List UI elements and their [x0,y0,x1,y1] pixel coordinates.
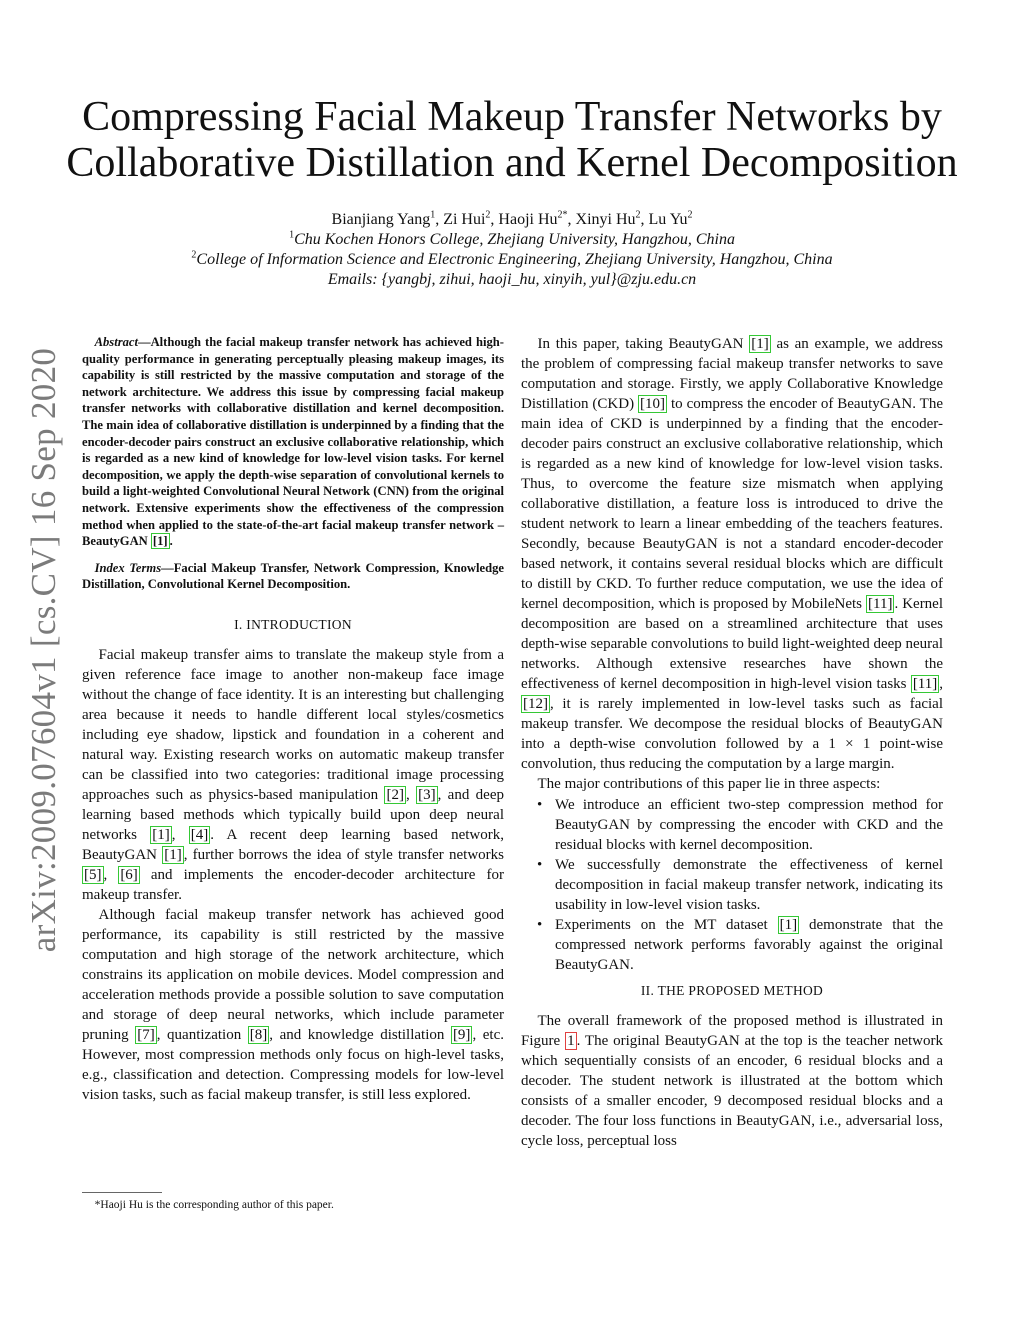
arxiv-identifier-text: arXiv:2009.07604v1 [cs.CV] 16 Sep 2020 [24,347,63,953]
section-heading-method: II. THE PROPOSED METHOD [640,983,824,998]
author-sup: 2 [485,209,491,221]
paper-title: Compressing Facial Makeup Transfer Networks by Collaborative Distillation and Kernel Decomposition [66,94,958,186]
author-sup: 2 [635,209,641,221]
bullet-icon: • [537,857,543,873]
list-item: • We successfully demonstrate the effectiveness of kernel decomposition in facial makeup transfer network, indicating its usability in low-level vision tasks. [537,857,943,913]
intro-paragraph-3: In this paper, taking BeautyGAN [1] as an example, we address the problem of compressing facial makeup transfer networks to save computation and storage. Firstly, we apply Collaborative Knowledge Distillation (CKD) [10] to compress the encoder of BeautyGAN. The main idea of CKD is underpinned by a finding that the encoder-decoder pairs construct an exclusive collaborative relationship, which is regarded as a new kind of knowledge for low-level vision tasks. Thus, to overcome the feature size mismatch when applying collaborative distillation, a feature loss is introduced to drive the student network to learn a linear embedding of the teachers features. Secondly, because BeautyGAN is not a standard encoder-decoder based network, it contains several residual blocks which are difficult to distill by CKD. To further reduce computation, we use the idea of kernel decomposition, which is proposed by MobileNets [11] . Kernel decomposition are based on a streamlined architecture that uses depth-wise separable convolutions to build light-weighted deep neural networks. Although extensive researches have shown the effectiveness of kernel decomposition in high-level vision tasks [11] , [12] , it is rarely implemented in low-level tasks such as facial makeup transfer. We decompose the residual blocks of BeautyGAN into a depth-wise convolution followed by a 1 × 1 point-wise convolution, thus reducing the computation by a large margin. [521,336,944,772]
author-sup: 2* [557,209,568,221]
author-emails: Emails: {yangbj, zihui, haoji_hu, xinyih, yul}@zju.edu.cn [327,271,697,288]
author-name: Haoji Hu [498,211,558,228]
list-item: • We introduce an efficient two-step compression method for BeautyGAN by compressing the encoder with CKD and the residual blocks with kernel decomposition. [537,797,943,853]
citation-link[interactable]: [5] [84,866,102,883]
bullet-icon: • [537,917,543,933]
contributions-intro: The major contributions of this paper lie in three aspects: [537,776,881,792]
citation-link[interactable]: [6] [120,866,138,883]
right-column [521,334,943,1151]
author-name: Xinyi Hu [575,211,636,228]
citation-link[interactable]: [1] [164,846,182,863]
intro-paragraph-1: Facial makeup transfer aims to translate the makeup style from a given reference face image to another non-makeup face image without the change of face identity. It is an interesting but challenging area because it needs to handle different local styles/cosmetics including eye shadow, lipstick and foundation in a coherent and natural way. Existing research works on automatic makeup transfer can be classified into two categories: traditional image processing approaches such as physics-based manipulation [2] , [3] , and deep learning based methods which typically build upon deep neural networks [1] , [4] . A recent deep learning based network, BeautyGAN [1] , further borrows the idea of style transfer networks [5] , [6] and implements the encoder-decoder architecture for makeup transfer. [82,646,504,903]
citation-link[interactable]: [11] [868,596,893,612]
abstract: Abstract—Although the facial makeup transfer network has achieved high-quality performance in generating perceptually pleasing makeup images, its capability is still restricted by the massive computation and storage of the network architecture. We address this issue by compressing facial makeup transfer networks with collaborative distillation and kernel decomposition. The main idea of collaborative distillation is underpinned by a finding that the encoder-decoder pairs construct an exclusive collaborative relationship, which is regarded as a new kind of knowledge for low-level vision tasks. For kernel decomposition, we apply the depth-wise separation of convolutional kernels to build a light-weighted Convolutional Neural Network (CNN) from the original network. Extensive experiments show the effectiveness of the compression method when applied to the state-of-the-art facial makeup transfer network – BeautyGAN [1] . [82,335,504,549]
contributions-list [521,795,943,975]
citation-link[interactable]: [2] [386,786,404,803]
citation-link[interactable]: [9] [452,1026,471,1043]
citation-link[interactable]: [8] [249,1026,268,1043]
footnote-divider [82,1192,162,1193]
method-paragraph-1: The overall framework of the proposed method is illustrated in Figure 1 . The original BeautyGAN at the top is the teacher network which sequentially consists of an encoder, 6 residual blocks and a decoder. The student network is illustrated at the bottom which consists of a smaller encoder, 9 decomposed residual blocks and a decoder. The four loss functions in BeautyGAN, i.e., adversarial loss, cycle loss, perceptual loss [521,1013,943,1149]
citation-link[interactable]: [3] [418,786,436,803]
citation-link[interactable]: [4] [190,826,209,843]
author-name: Bianjiang Yang [331,211,431,228]
list-item: • Experiments on the MT dataset [1] demonstrate that the compressed network performs favorably against the original BeautyGAN. [537,917,943,973]
citation-link[interactable]: [10] [640,396,666,412]
author-sup: 1 [430,209,436,221]
footnote: *Haoji Hu is the corresponding author of this paper. [94,1199,334,1211]
arxiv-identifier [22,347,66,953]
affiliation-1: $^1$Chu Kochen Honors College, Zhejiang University, Hangzhou, China [289,229,735,248]
citation-link[interactable]: [11] [912,676,938,692]
affiliation-2: $^2$College of Information Science and Electronic Engineering, Zhejiang University, Hangzhou, China [191,249,833,268]
intro-paragraph-2: Although facial makeup transfer network has achieved good performance, its capability is still restricted by the massive computation and high storage of the network architecture, which constrains its application on mobile devices. Model compression and acceleration methods provide a possible solution to save computation and storage of deep neural networks, which include parameter pruning [7] , quantization [8] , and knowledge distillation [9] , etc. However, most compression methods only focus on high-level tasks, e.g., classification and detection. Compressing models for low-level vision tasks, such as facial makeup transfer, is still less explored. [82,906,504,1103]
abstract-label: Abstract [94,335,138,349]
author-block [100,210,924,290]
citation-link[interactable]: [1] [779,917,798,933]
bullet-icon: • [537,797,543,813]
citation-link[interactable]: [7] [137,1026,155,1043]
citation-link[interactable]: [12] [523,696,548,712]
left-column [82,334,504,1105]
index-terms-label: Index Terms [94,560,162,575]
author-name: Zi Hui [443,211,486,228]
figure-link[interactable]: 1 [567,1033,575,1049]
author-name: Lu Yu [648,211,688,228]
author-sup: 2 [687,209,693,221]
author-line: Bianjiang Yang$^1$, Zi Hui$^2$, Haoji $Hu^{2*}$, Xinyi Hu$^2$, Lu Yu$^2$ [331,209,693,228]
citation-link[interactable]: [1] [152,826,170,843]
index-terms: Index Terms—Facial Makeup Transfer, Network Compression, Knowledge Distillation, Convolutional Kernel Decomposition. [82,560,504,592]
citation-link[interactable]: [1] [751,336,769,352]
section-heading-introduction: I. INTRODUCTION [234,616,352,632]
citation-link[interactable]: [1] [152,534,168,549]
